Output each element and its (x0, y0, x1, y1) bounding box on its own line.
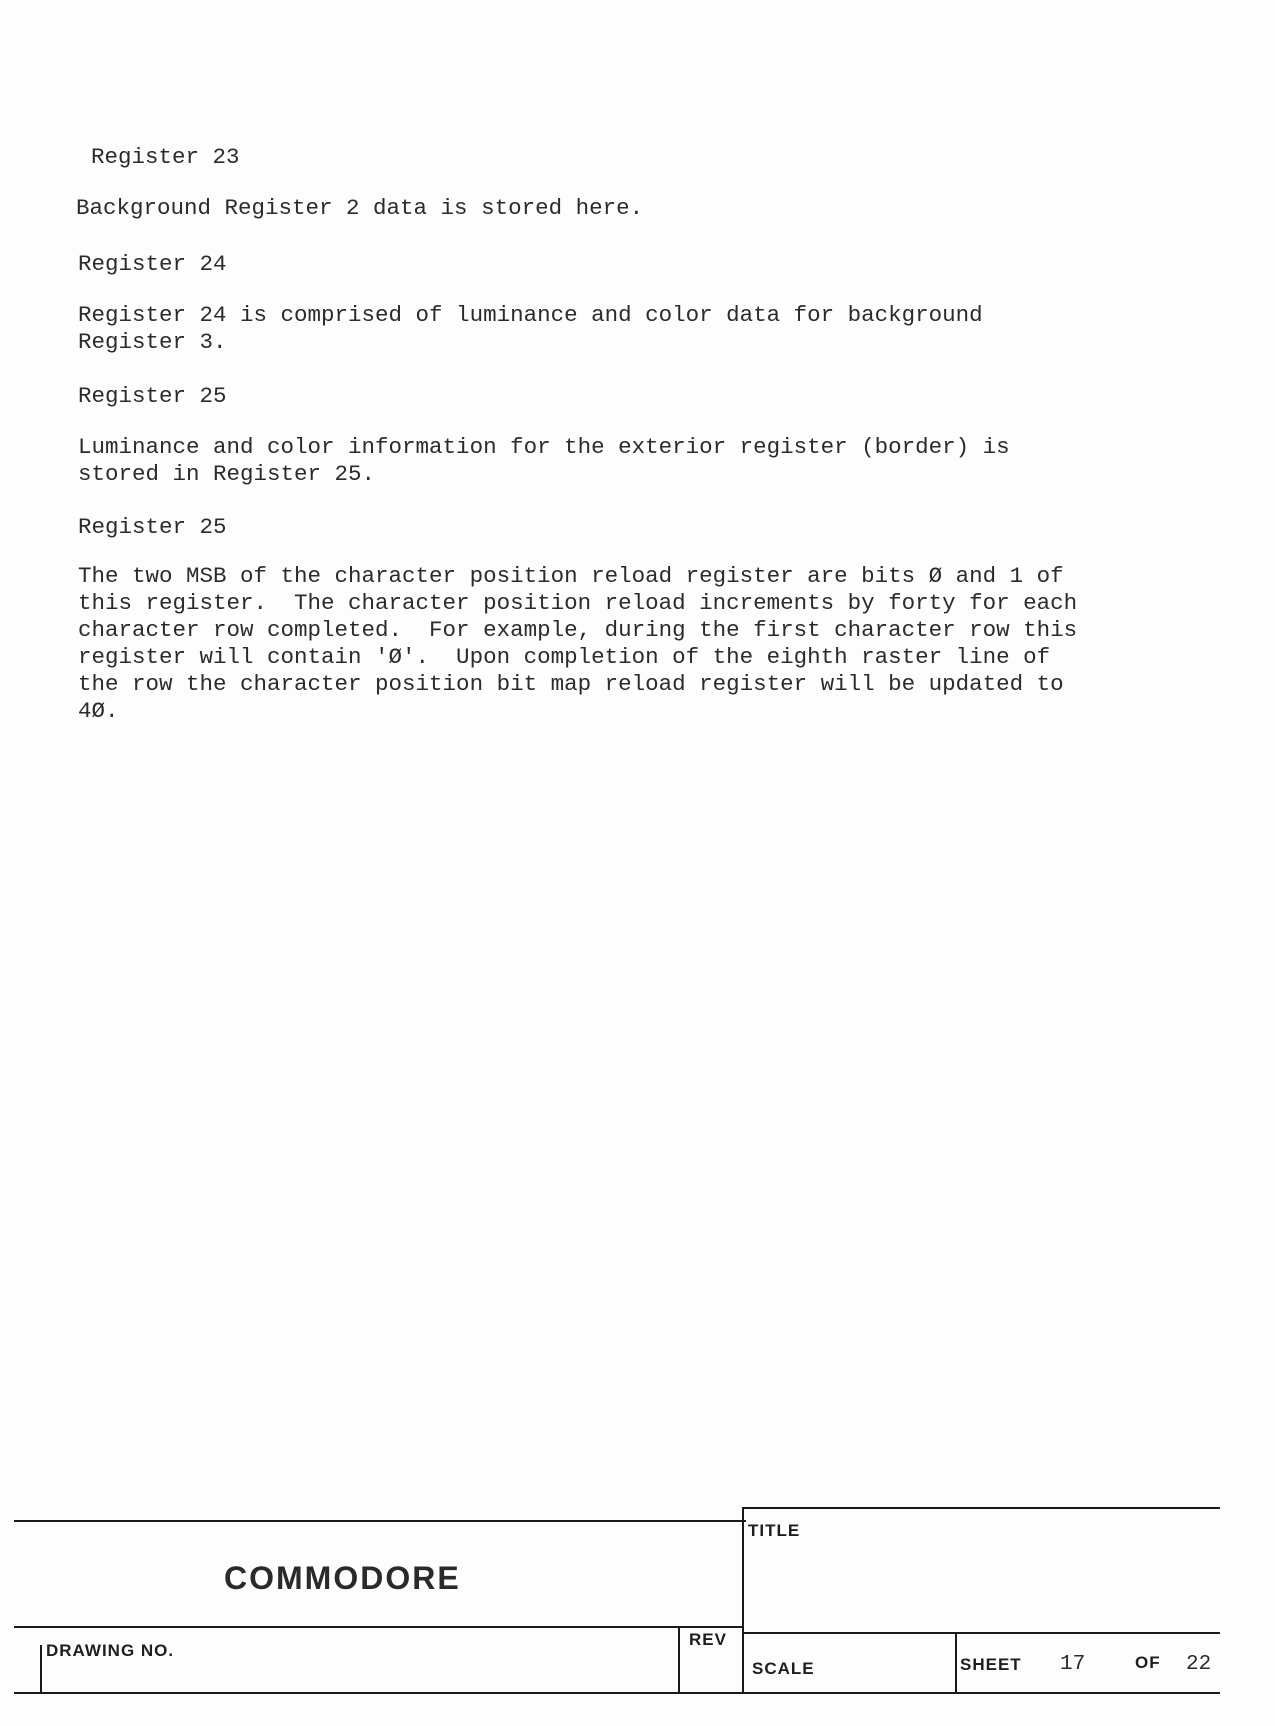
drawing-number-label: DRAWING NO. (46, 1641, 175, 1660)
section-text-line: Background Register 2 data is stored here. (76, 195, 644, 221)
section-text-line: The two MSB of the character position reload register are bits Ø and 1 of (78, 563, 1064, 589)
sheet-label: SHEET (960, 1655, 1022, 1674)
section-text-line: register will contain 'Ø'. Upon completion of the eighth raster line of (78, 644, 1051, 670)
section-text-line: the row the character position bit map reload register will be updated to (78, 671, 1064, 697)
section-heading: Register 23 (91, 144, 240, 170)
section-text-line: 4Ø. (78, 698, 119, 724)
section-heading: Register 25 (78, 383, 227, 409)
sheet-total: 22 (1186, 1653, 1212, 1676)
company-name: COMMODORE (224, 1560, 461, 1596)
section-heading: Register 24 (78, 251, 227, 277)
scale-row-rule (744, 1632, 1220, 1634)
title-label: TITLE (748, 1521, 801, 1540)
drawing-left-tick (40, 1645, 42, 1693)
scale-label: SCALE (752, 1659, 815, 1678)
section-text-line: Register 24 is comprised of luminance and color data for background (78, 302, 983, 328)
section-text-line: Luminance and color information for the exterior register (border) is (78, 434, 1010, 460)
sheet-number: 17 (1060, 1653, 1086, 1676)
rev-divider (678, 1626, 680, 1692)
title-column-divider (742, 1509, 744, 1693)
drawing-row-rule (14, 1626, 744, 1628)
title-block-top-rule-right (742, 1507, 1220, 1509)
section-text-line: stored in Register 25. (78, 461, 376, 487)
title-block-bottom-rule (14, 1692, 1220, 1694)
title-block-top-rule-left (14, 1520, 746, 1522)
section-text-line: this register. The character position reload increments by forty for each (78, 590, 1078, 616)
sheet-divider (955, 1634, 957, 1692)
revision-label: REV (689, 1630, 727, 1649)
of-label: OF (1135, 1653, 1161, 1672)
section-heading: Register 25 (78, 514, 227, 540)
section-text-line: character row completed. For example, during the first character row this (78, 617, 1078, 643)
section-text-line: Register 3. (78, 329, 227, 355)
